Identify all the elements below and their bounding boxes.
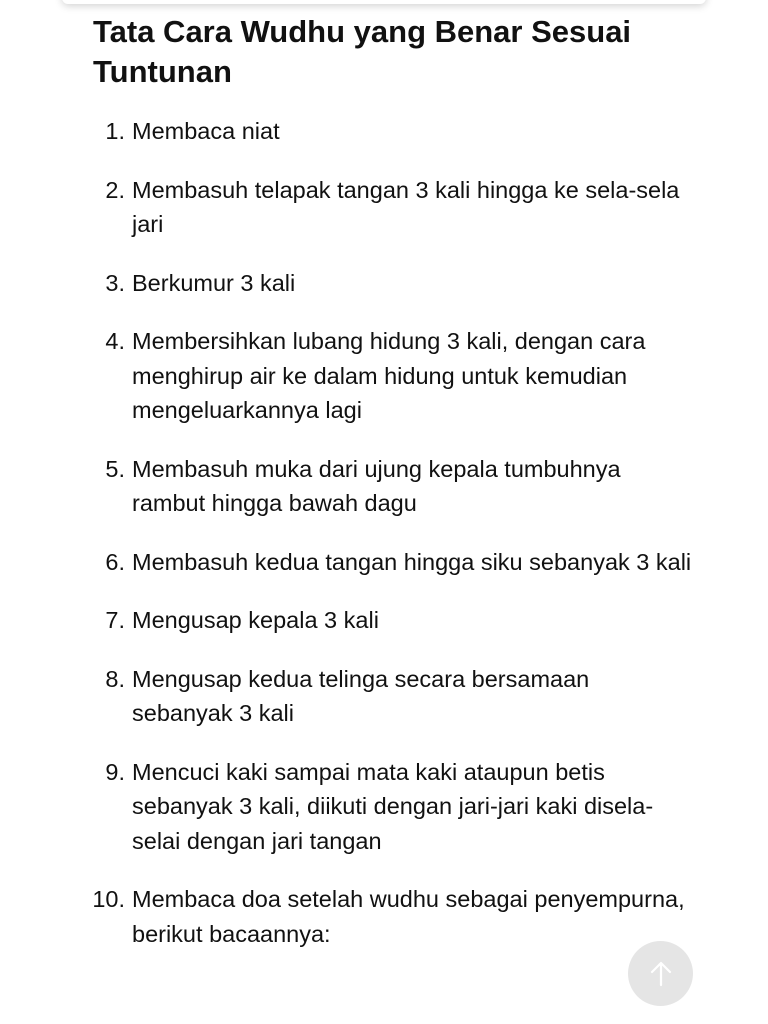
- step-item: [93, 603, 693, 638]
- step-number: 6.: [105, 548, 125, 575]
- article: [93, 12, 693, 975]
- step-text: Mengusap kedua telinga secara bersamaan sebanyak 3 kali: [132, 665, 590, 726]
- header-edge: [62, 0, 706, 4]
- step-number: 1.: [105, 118, 125, 144]
- scroll-to-top-button[interactable]: [628, 941, 693, 1006]
- step-text: Berkumur 3 kali: [132, 269, 296, 296]
- step-number: 4.: [105, 328, 125, 354]
- step-item: [93, 452, 693, 521]
- step-text: Mencuci kaki sampai mata kaki ataupun betis sebanyak 3 kali, diikuti dengan jari-jari kaki disela-selai dengan jari tangan: [132, 758, 654, 854]
- step-item: [93, 545, 693, 580]
- step-item: [93, 755, 693, 859]
- step-number: 10.: [92, 886, 125, 912]
- step-item: [93, 173, 693, 242]
- step-item: [93, 882, 693, 951]
- step-number: 8.: [105, 665, 125, 692]
- step-number: 5.: [105, 455, 125, 482]
- step-text: Membasuh muka dari ujung kepala tumbuhnya rambut hingga bawah dagu: [132, 455, 621, 516]
- step-text: Membasuh kedua tangan hingga siku sebanyak 3 kali: [132, 548, 692, 575]
- step-text: Membersihkan lubang hidung 3 kali, dengan cara menghirup air ke dalam hidung untuk kemudian mengeluarkannya lagi: [132, 328, 646, 423]
- steps-list: [93, 114, 693, 951]
- article-title: Tata Cara Wudhu yang Benar Sesuai Tuntunan: [93, 14, 632, 89]
- step-number: 9.: [105, 758, 125, 785]
- arrow-up-icon: [646, 959, 676, 989]
- step-text: Membasuh telapak tangan 3 kali hingga ke sela-sela jari: [132, 176, 680, 237]
- step-item: [93, 114, 693, 149]
- step-number: 2.: [105, 176, 125, 203]
- step-text: Membaca niat: [132, 118, 280, 144]
- step-text: Membaca doa setelah wudhu sebagai penyempurna, berikut bacaannya:: [132, 886, 685, 947]
- step-item: [93, 324, 693, 428]
- step-text: Mengusap kepala 3 kali: [132, 607, 379, 633]
- step-number: 3.: [105, 269, 125, 296]
- step-item: [93, 266, 693, 301]
- step-number: 7.: [105, 607, 125, 633]
- step-item: [93, 662, 693, 731]
